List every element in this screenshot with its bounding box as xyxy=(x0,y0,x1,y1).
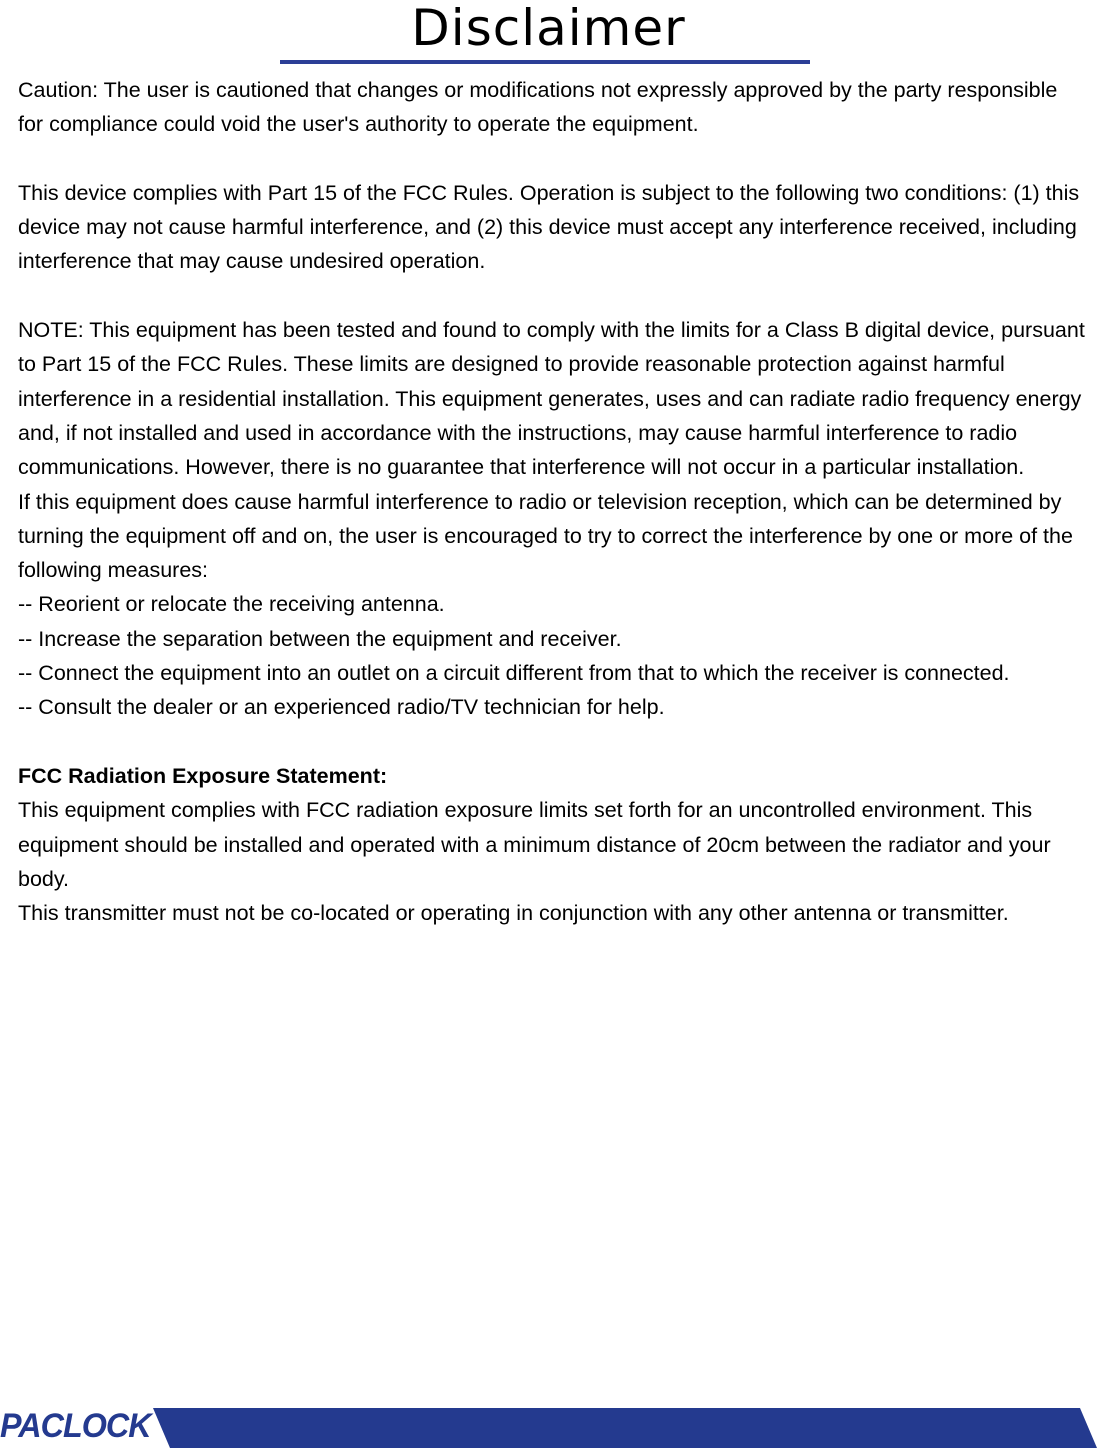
caution-paragraph: Caution: The user is cautioned that changes or modifications not expressly approved by the party responsible for compliance could void the user's authority to operate the equipment. xyxy=(18,78,1058,137)
measure-item: -- Consult the dealer or an experienced radio/TV technician for help. xyxy=(18,695,665,720)
rf-exposure-paragraph: This equipment complies with FCC radiation exposure limits set forth for an uncontrolled environment. This equipment should be installed and operated with a minimum distance of 20cm between the radiator and your body. xyxy=(18,798,1051,891)
measure-item: -- Reorient or relocate the receiving antenna. xyxy=(18,592,445,617)
footer-bar xyxy=(0,1408,1097,1448)
measure-item: -- Increase the separation between the equipment and receiver. xyxy=(18,626,622,651)
disclaimer-body xyxy=(18,73,1088,930)
note-paragraph: NOTE: This equipment has been tested and found to comply with the limits for a Class B digital device, pursuant to Part 15 of the FCC Rules. These limits are designed to provide reasonable protection against harmful interference in a residential installation. This equipment generates, uses and can radiate radio frequency energy and, if not installed and used in accordance with the instructions, may cause harmful interference to radio communications. However, there is no guarantee that interference will not occur in a particular installation. xyxy=(18,318,1085,480)
spacer xyxy=(18,142,1088,176)
spacer xyxy=(18,725,1088,759)
footer-stripe xyxy=(153,1408,1097,1448)
title-underline xyxy=(280,60,810,64)
measure-item: -- Connect the equipment into an outlet on a circuit different from that to which the receiver is connected. xyxy=(18,661,1010,686)
paclock-logo: PACLOCK xyxy=(0,1407,151,1445)
rf-exposure-heading: FCC Radiation Exposure Statement: xyxy=(18,763,388,788)
part15-paragraph: This device complies with Part 15 of the FCC Rules. Operation is subject to the following two conditions: (1) this device may not cause harmful interference, and (2) this device must accept any interference received, including interference that may cause undesired operation. xyxy=(18,180,1080,274)
spacer xyxy=(18,279,1088,313)
page-title: Disclaimer xyxy=(411,0,686,57)
colocation-paragraph: This transmitter must not be co-located or operating in conjunction with any other antenna or transmitter. xyxy=(18,901,1009,926)
interference-paragraph: If this equipment does cause harmful interference to radio or television reception, which can be determined by turning the equipment off and on, the user is encouraged to try to correct the interference by one or more of the following measures: xyxy=(18,489,1073,583)
